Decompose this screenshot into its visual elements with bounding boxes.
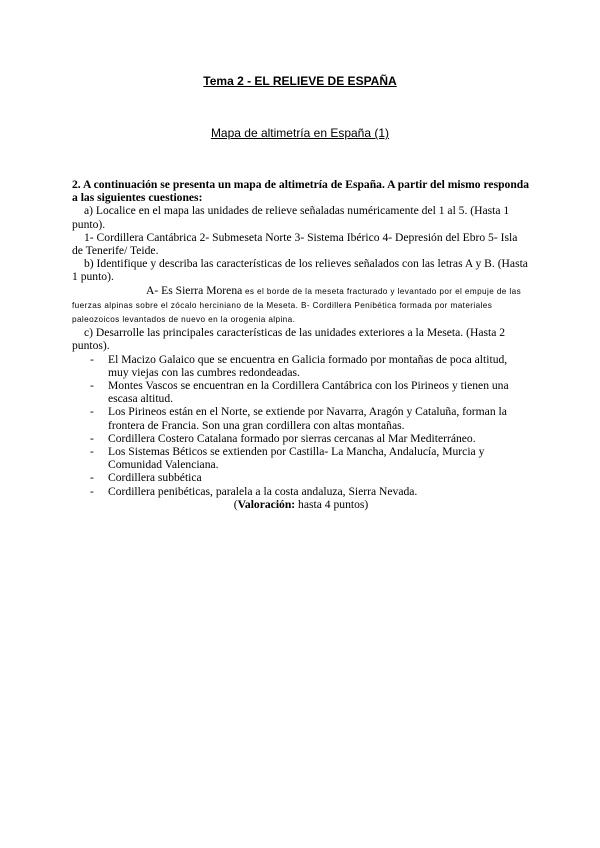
question-b-text: b) Identifique y describa las características de los relieves señalados con las letras A y B. (Hasta 1 punto). <box>72 257 528 284</box>
answer-b-rest: es el borde de la meseta fracturado y levantado por el empuje de las fuerzas alpinas sobre el zócalo herciniano de la Meseta. B- Cordillera Penibética formada por materiales paleozoicos levantados de nuevo en la orogenia alpina. <box>72 286 522 325</box>
list-item <box>72 379 530 405</box>
question-a-answer: 1- Cordillera Cantábrica 2- Submeseta Norte 3- Sistema Ibérico 4- Depresión del Ebro 5- Isla de Tenerife/ Teide. <box>72 230 518 258</box>
list-item-text: El Macizo Galaico que se encuentra en Galicia formado por montañas de poca altitud, muy viejas con las cumbres redondeadas. <box>108 352 508 379</box>
list-item <box>72 445 530 471</box>
question-b-answer <box>72 284 530 327</box>
list-item <box>72 353 530 379</box>
question-c-text: c) Desarrolle las principales características de las unidades exteriores a la Meseta. (Hasta 2 puntos). <box>72 326 506 353</box>
dash-bullet: - <box>90 379 94 393</box>
valoracion-line <box>72 498 530 511</box>
dash-bullet: - <box>90 471 94 485</box>
list-item <box>72 432 530 445</box>
dash-bullet: - <box>90 431 94 445</box>
dash-bullet: - <box>90 352 94 366</box>
list-item-text: Cordillera Costero Catalana formado por sierras cercanas al Mar Mediterráneo. <box>108 431 476 445</box>
dash-bullet: - <box>90 445 94 459</box>
list-item-text: Cordillera subbética <box>108 471 202 485</box>
question-a-text: a) Localice en el mapa las unidades de relieve señaladas numéricamente del 1 al 5. (Hasta 1 punto). <box>72 204 510 231</box>
page-subtitle: Mapa de altimetría en España (1) <box>210 126 390 140</box>
valoracion-label: Valoración: <box>237 497 296 511</box>
valoracion-value: hasta 4 puntos) <box>295 497 369 511</box>
list-item-text: Los Pirineos están en el Norte, se extiende por Navarra, Aragón y Cataluña, forman la frontera de Francia. Son una gran cordillera con altas montañas. <box>108 405 507 432</box>
dash-bullet: - <box>90 484 94 498</box>
list-item <box>72 485 530 498</box>
dash-bullet: - <box>90 405 94 419</box>
valoracion-open: ( <box>233 497 238 511</box>
list-item <box>72 471 530 484</box>
page-title: Tema 2 - EL RELIEVE DE ESPAÑA <box>203 74 397 88</box>
list-item-text: Montes Vascos se encuentran en la Cordillera Cantábrica con los Pirineos y tienen una escasa altitud. <box>108 379 509 406</box>
list-item-text: Cordillera penibéticas, paralela a la costa andaluza, Sierra Nevada. <box>108 484 418 498</box>
question-heading: 2. A continuación se presenta un mapa de altimetría de España. A partir del mismo responda a las siguientes cuestiones: <box>72 178 530 205</box>
answer-a-lead: A- Es Sierra Morena <box>146 283 243 297</box>
c-answer-list <box>72 353 530 498</box>
list-item <box>72 405 530 431</box>
question-block <box>72 178 530 511</box>
list-item-text: Los Sistemas Béticos se extienden por Castilla- La Mancha, Andalucía, Murcia y Comunidad Valenciana. <box>108 445 485 472</box>
